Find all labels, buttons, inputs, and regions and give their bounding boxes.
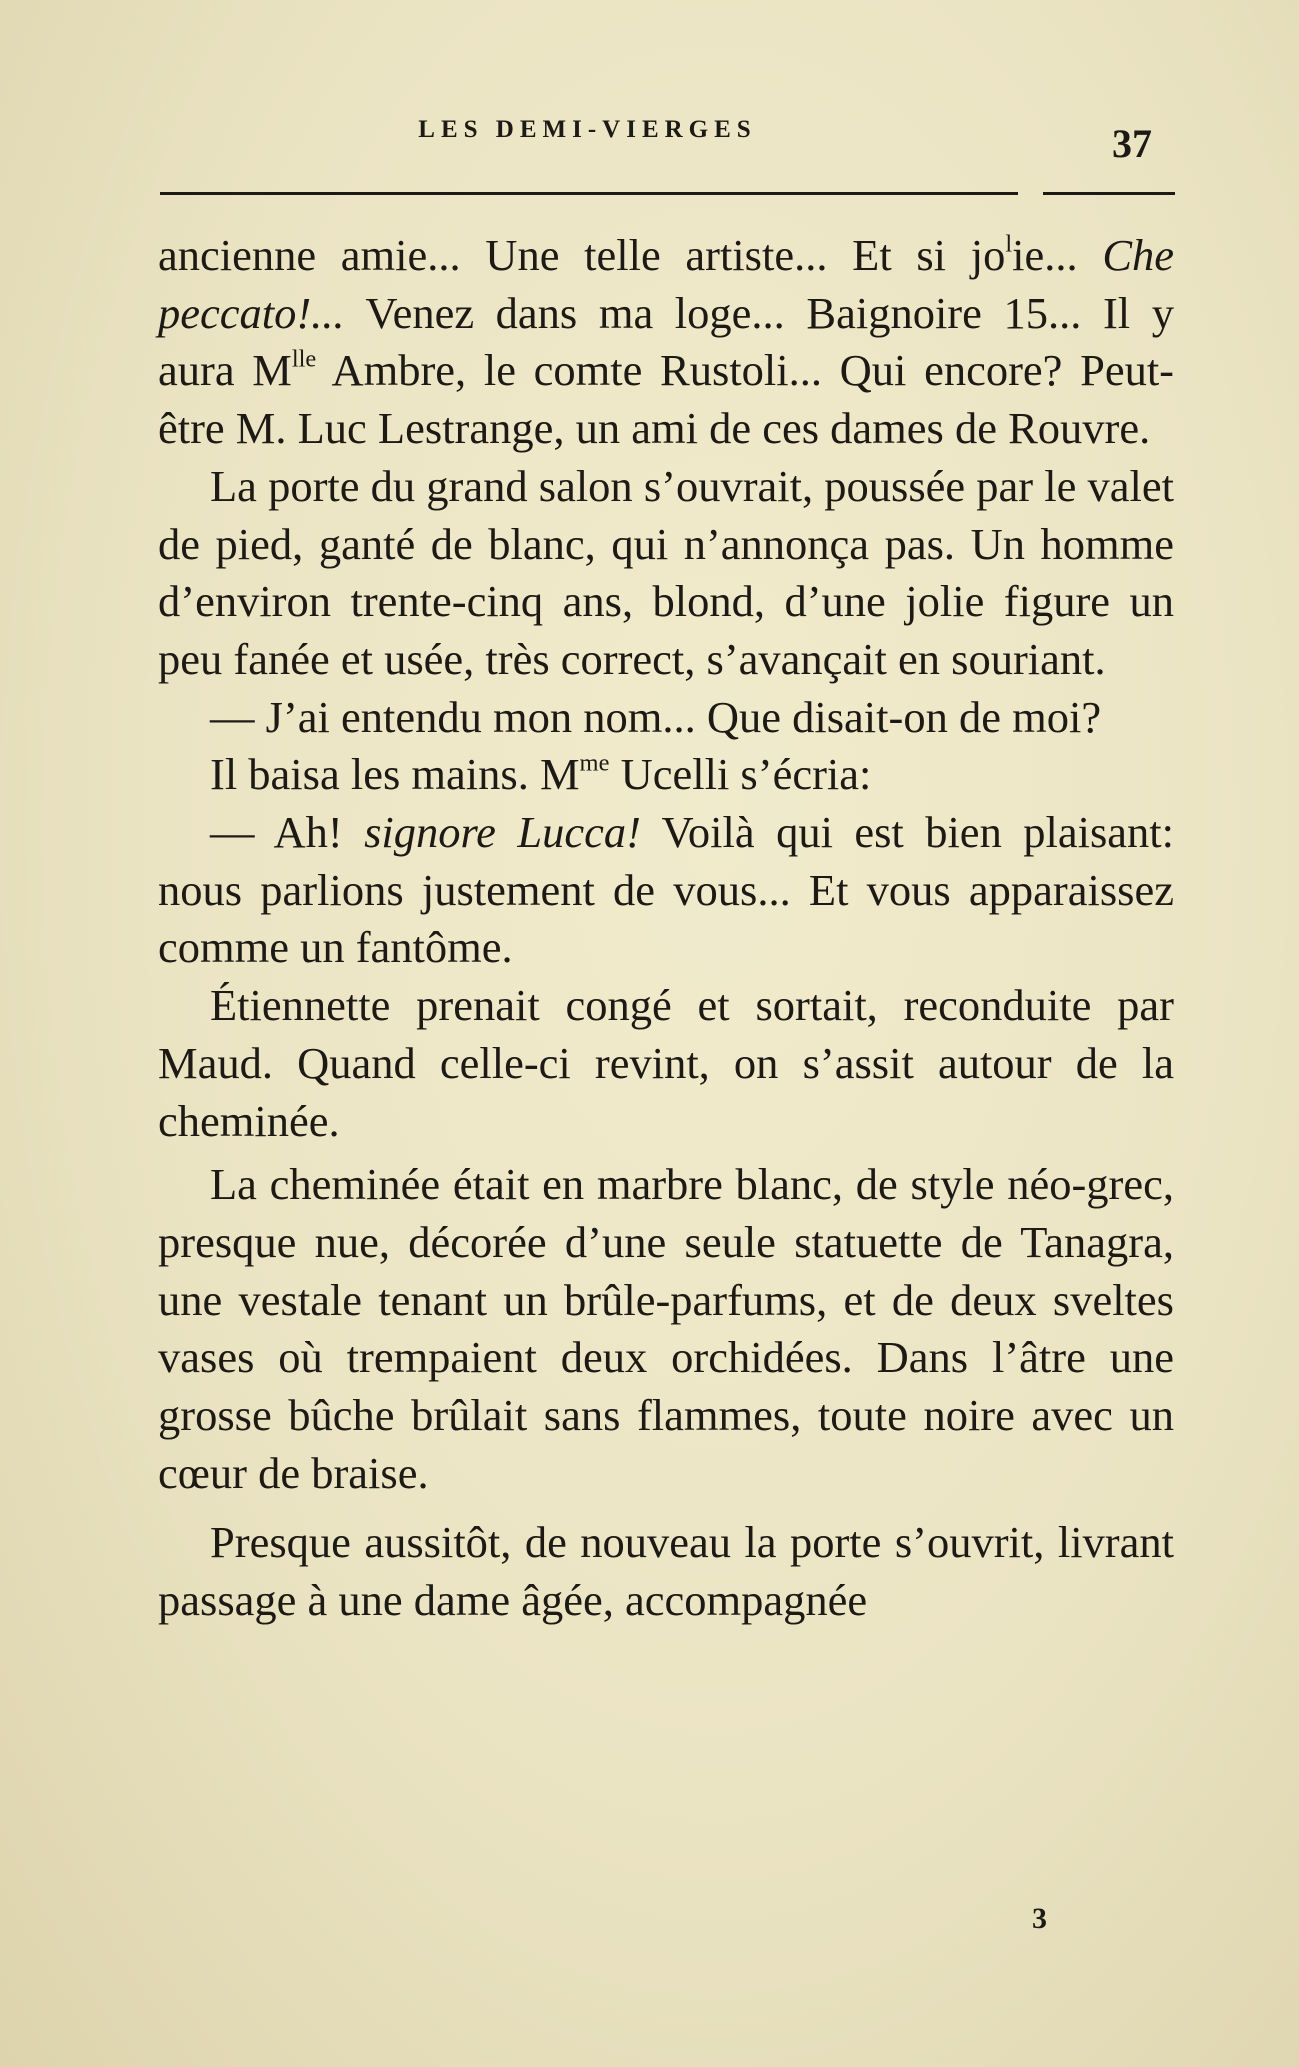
paragraph xyxy=(158,689,1174,747)
italic-text: Che peccato!... xyxy=(158,230,1174,338)
text-segment: ancienne amie... Une telle artiste... Et si jo xyxy=(158,230,1006,280)
paragraph xyxy=(158,746,1174,804)
paragraph xyxy=(158,227,1174,458)
paragraph xyxy=(158,804,1174,977)
superscript-text: me xyxy=(579,749,610,777)
text-segment: Ucelli s’écria: xyxy=(609,749,872,800)
running-title: LES DEMI-VIERGES xyxy=(418,116,757,143)
paragraph xyxy=(158,458,1174,689)
header-rule-right xyxy=(1043,192,1175,195)
superscript-text: lle xyxy=(291,346,317,374)
signature-mark: 3 xyxy=(1032,1902,1047,1935)
text-segment: Voilà qui est bien plaisant: nous parlions justement de vous... Et vous apparaissez comme un fantôme. xyxy=(158,807,1175,973)
body-text xyxy=(158,227,1174,1630)
text-segment: ie... xyxy=(1012,230,1103,280)
text-segment: La porte du grand salon s’ouvrait, poussée par le valet de pied, ganté de blanc, qui n’annonça pas. Un homme d’environ trente-cinq ans, blond, d’une jolie figure un peu fanée et usée, très correct, s’avançait en souriant. xyxy=(158,460,1174,684)
text-segment: La cheminée était en marbre blanc, de style néo-grec, presque nue, décorée d’une seule statuette de Tanagra, une vestale tenant un brûle-parfums, et de deux sveltes vases où trempaient deux orchidées. Dans l’âtre une grosse bûche brûlait sans flammes, toute noire avec un cœur de braise. xyxy=(158,1159,1174,1498)
text-segment: Ambre, le comte Rustoli... Qui encore? Peut-être M. Luc Lestrange, un ami de ces dames de Rouvre. xyxy=(158,345,1174,454)
paragraph xyxy=(158,977,1174,1150)
text-segment: Presque aussitôt, de nouveau la porte s’ouvrit, livrant passage à une dame âgée, accompagnée xyxy=(158,1517,1174,1626)
italic-text: signore Lucca! xyxy=(364,807,641,858)
text-segment: — J’ai entendu mon nom... Que disait-on de moi? xyxy=(210,691,1102,742)
text-segment: Venez dans ma loge... Baignoire 15... Il y aura M xyxy=(158,287,1174,396)
text-segment: Étiennette prenait congé et sortait, reconduite par Maud. Quand celle-ci revint, on s’assit autour de la cheminée. xyxy=(158,980,1174,1146)
page-number: 37 xyxy=(1112,121,1152,166)
superscript-text: l xyxy=(1005,230,1013,258)
paragraph xyxy=(158,1156,1174,1502)
header-rule-left xyxy=(160,192,1018,195)
text-segment: — Ah! xyxy=(210,807,365,858)
text-segment: Il baisa les mains. M xyxy=(210,749,580,800)
paragraph xyxy=(158,1514,1174,1629)
